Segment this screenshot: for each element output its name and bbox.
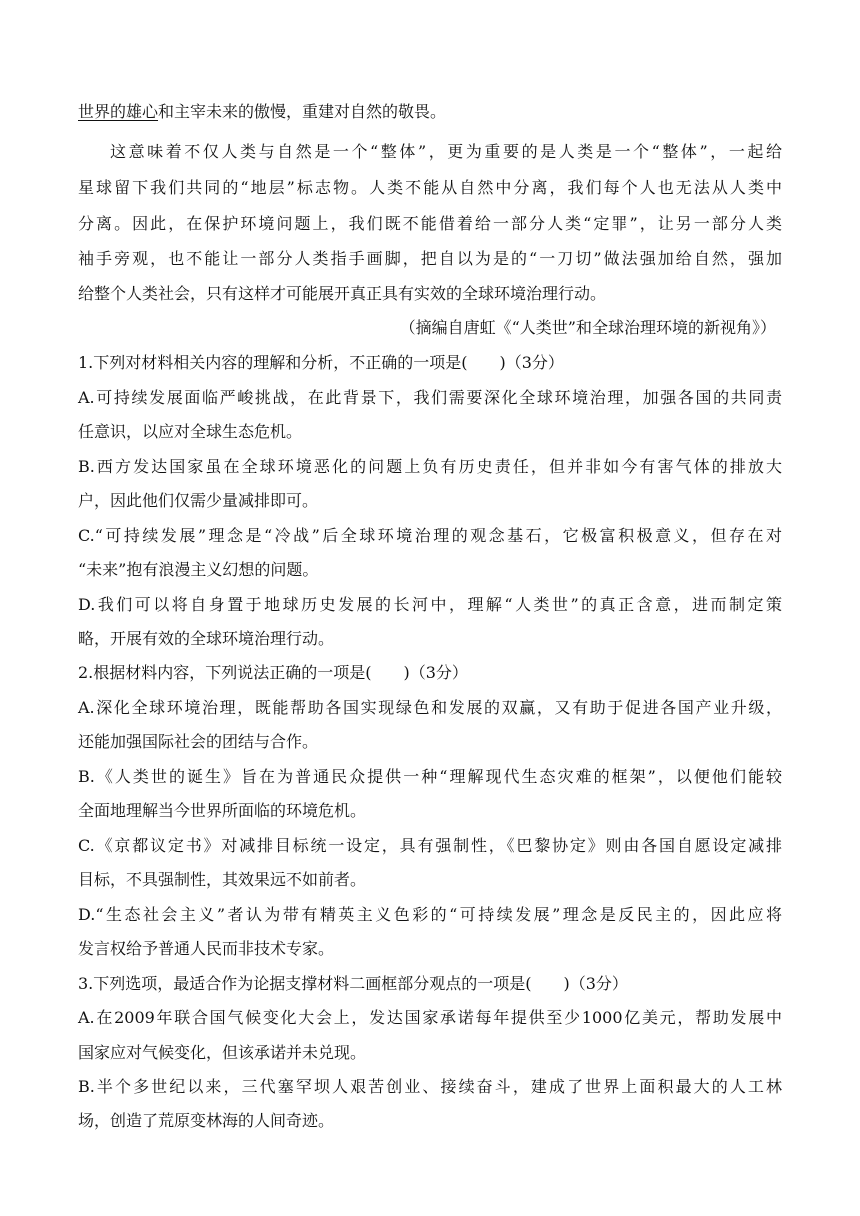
passage-source: （摘编自唐虹《“人类世”和全球治理环境的新视角》） bbox=[399, 318, 776, 337]
q1-option-c-line-2: “未来”抱有浪漫主义幻想的问题。 bbox=[78, 560, 319, 579]
passage-line-1-rest: 和主宰未来的傲慢，重建对自然的敬畏。 bbox=[158, 102, 447, 121]
q2-option-b-line-1: B.《人类世的诞生》旨在为普通民众提供一种“理解现代生态灾难的框架”，以便他们能较 bbox=[78, 767, 782, 786]
q1-option-b-line-2: 户，因此他们仅需少量减排即可。 bbox=[78, 491, 319, 510]
q3-option-a-line-1: A.在2009年联合国气候变化大会上，发达国家承诺每年提供至少1000亿美元，帮助发展中 bbox=[78, 1008, 782, 1027]
q2-option-a-line-2: 还能加强国际社会的团结与合作。 bbox=[78, 732, 319, 751]
passage-p2-line-1: 这意味着不仅人类与自然是一个“整体”，更为重要的是人类是一个“整体”，一起给 bbox=[110, 142, 782, 161]
q2-option-c-line-2: 目标，不具强制性，其效果远不如前者。 bbox=[78, 870, 367, 889]
q1-option-c-line-1: C.“可持续发展”理念是“冷战”后全球环境治理的观念基石，它极富积极意义，但存在对 bbox=[78, 526, 782, 545]
q2-option-d-line-2: 发言权给予普通人民而非技术专家。 bbox=[78, 939, 335, 958]
q1-option-b-line-1: B.西方发达国家虽在全球环境恶化的问题上负有历史责任，但并非如今有害气体的排放大 bbox=[78, 457, 782, 476]
q1-option-d-line-2: 略，开展有效的全球环境治理行动。 bbox=[78, 629, 335, 648]
q2-stem: 2.根据材料内容，下列说法正确的一项是( )（3分） bbox=[78, 663, 468, 682]
q1-option-a-line-1: A.可持续发展面临严峻挑战，在此背景下，我们需要深化全球环境治理，加强各国的共同责 bbox=[78, 388, 782, 407]
passage-p2-line-2: 星球留下我们共同的“地层”标志物。人类不能从自然中分离，我们每个人也无法从人类中 bbox=[78, 178, 782, 197]
q3-option-b-line-1: B.半个多世纪以来，三代塞罕坝人艰苦创业、接续奋斗，建成了世界上面积最大的人工林 bbox=[78, 1077, 782, 1096]
underlined-phrase: 世界的雄心 bbox=[78, 102, 159, 121]
q1-option-d-line-1: D.我们可以将自身置于地球历史发展的长河中，理解“人类世”的真正含意，进而制定策 bbox=[78, 595, 782, 614]
passage-p2-line-4: 袖手旁观，也不能让一部分人类指手画脚，把自以为是的“一刀切”做法强加给自然，强加 bbox=[78, 249, 782, 268]
q1-stem: 1.下列对材料相关内容的理解和分析，不正确的一项是( )（3分） bbox=[78, 353, 564, 372]
q3-option-a-line-2: 国家应对气候变化，但该承诺并未兑现。 bbox=[78, 1043, 367, 1062]
q1-option-a-line-2: 任意识，以应对全球生态危机。 bbox=[78, 422, 303, 441]
passage-p2-line-5: 给整个人类社会，只有这样才可能展开真正具有实效的全球环境治理行动。 bbox=[78, 284, 607, 303]
passage-line-1 bbox=[78, 102, 446, 122]
q3-option-b-line-2: 场，创造了荒原变林海的人间奇迹。 bbox=[78, 1111, 335, 1130]
q2-option-c-line-1: C.《京都议定书》对减排目标统一设定，具有强制性，《巴黎协定》则由各国自愿设定减排 bbox=[78, 836, 782, 855]
q3-stem: 3.下列选项，最适合作为论据支撑材料二画框部分观点的一项是( )（3分） bbox=[78, 974, 628, 993]
q2-option-d-line-1: D.“生态社会主义”者认为带有精英主义色彩的“可持续发展”理念是反民主的，因此应将 bbox=[78, 905, 782, 924]
q2-option-a-line-1: A.深化全球环境治理，既能帮助各国实现绿色和发展的双赢，又有助于促进各国产业升级， bbox=[78, 698, 782, 717]
q2-option-b-line-2: 全面地理解当今世界所面临的环境危机。 bbox=[78, 801, 367, 820]
passage-p2-line-3: 分离。因此，在保护环境问题上，我们既不能借着给一部分人类“定罪”，让另一部分人类 bbox=[78, 214, 782, 233]
